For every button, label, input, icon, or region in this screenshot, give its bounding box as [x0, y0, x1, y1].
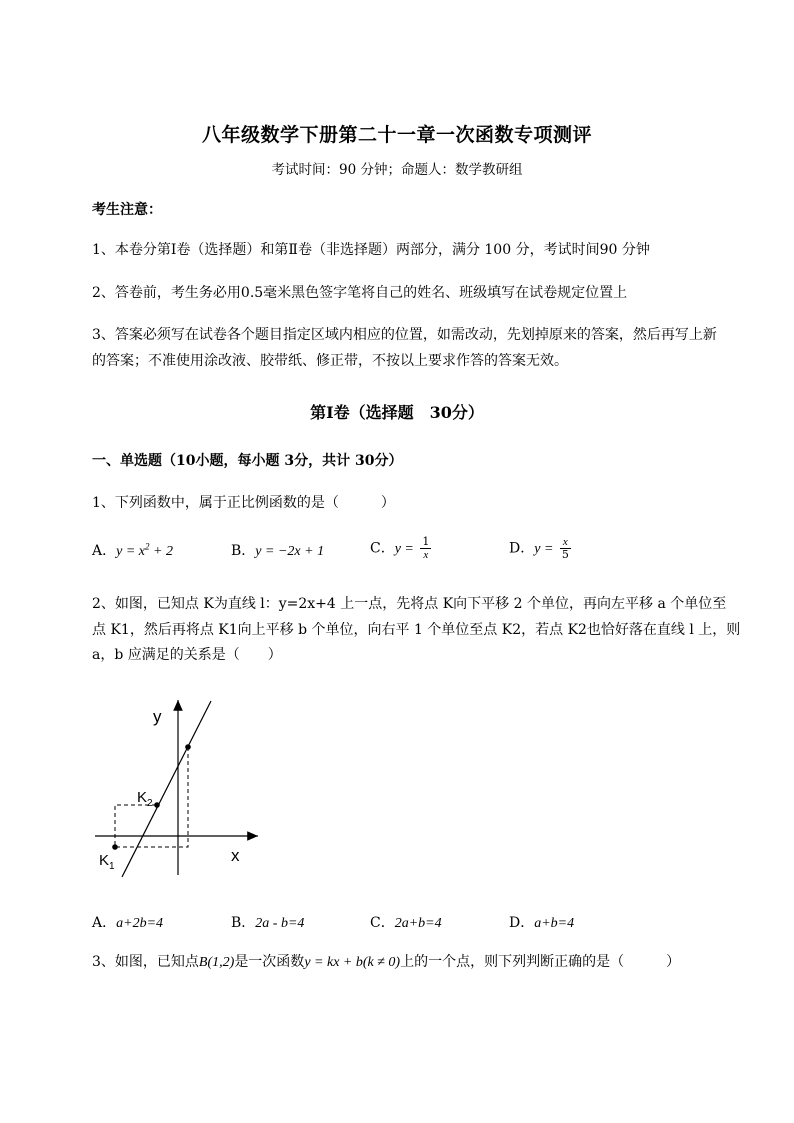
- k2-label: $K_2$: [137, 789, 153, 809]
- part-title: 一、单选题（10小题，每小题 3分，共计 30分）: [92, 453, 403, 469]
- q1-option-c: C．y = $\frac{1}{x}$: [370, 535, 430, 561]
- q2-option-b: B．2a - b=4: [231, 915, 305, 931]
- k1-label: $K_1$: [99, 852, 115, 872]
- q2-option-c: C．2a+b=4: [370, 915, 442, 931]
- y-axis-label: y: [153, 707, 162, 726]
- notice-item-1: 1、本卷分第Ⅰ卷（选择题）和第Ⅱ卷（非选择题）两部分，满分 100 分，考试时间90 分钟: [92, 242, 650, 258]
- q2-stem-line1: 2、如图，已知点 K为直线 l：y=2x+4 上一点，先将点 K向下平移 2 个单位，再向左平移 a 个单位至: [92, 596, 727, 612]
- page-title: 八年级数学下册第二十一章一次函数专项测评: [201, 124, 592, 146]
- x-axis-label: x: [231, 846, 240, 865]
- line-l: [122, 701, 211, 877]
- q2-stem-line3: a，b 应满足的关系是（ ）: [92, 647, 282, 663]
- q2-option-a: A．a+2b=4: [92, 915, 164, 931]
- q1-option-d: D．y = $\frac{x}{5}$: [509, 536, 569, 561]
- notice-item-3-cont: 的答案；不准使用涂改液、胶带纸、修正带，不按以上要求作答的答案无效。: [92, 353, 568, 369]
- notice-heading: 考生注意：: [92, 202, 162, 218]
- point-k1: [112, 844, 118, 850]
- q2-stem-line2: 点 K1，然后再将点 K1向上平移 b 个单位，向右平 1 个单位至点 K2，若点 K2也恰好落在直线 l 上，则: [92, 622, 741, 638]
- notice-item-3: 3、答案必须写在试卷各个题目指定区域内相应的位置，如需改动，先划掉原来的答案，然后再写上新: [92, 327, 717, 343]
- q1-option-a: A．$y = x^2 + 2$: [92, 541, 173, 559]
- q1-stem: 1、下列函数中，属于正比例函数的是（ ）: [92, 495, 395, 511]
- q2-figure: [90, 695, 270, 885]
- translation-path: [115, 747, 188, 847]
- point-k: [185, 744, 191, 750]
- notice-item-2: 2、答卷前，考生务必用0.5毫米黑色签字笔将自己的姓名、班级填写在试卷规定位置上: [92, 285, 628, 301]
- point-k2: [154, 802, 160, 808]
- q1-option-b: B．y = −2x + 1: [231, 543, 325, 559]
- q2-option-d: D．a+b=4: [509, 915, 575, 931]
- section-title: 第Ⅰ卷（选择题 30分）: [310, 403, 484, 422]
- exam-info: 考试时间：90 分钟；命题人：数学教研组: [271, 162, 523, 178]
- q3-stem: 3、如图，已知点B(1,2)是一次函数y = kx + b(k ≠ 0)上的一个点，则下列判断正确的是（ ）: [92, 954, 681, 970]
